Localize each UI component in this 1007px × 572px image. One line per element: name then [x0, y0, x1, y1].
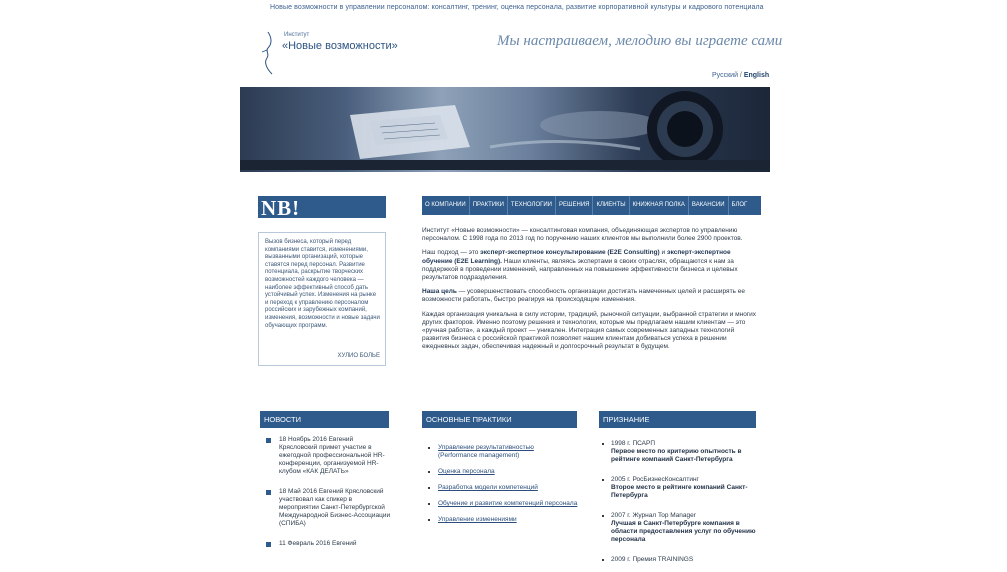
practice-item — [428, 484, 578, 492]
nav-item-about[interactable]: О КОМПАНИИ — [422, 196, 470, 215]
lang-russian-link[interactable]: Русский — [712, 72, 738, 79]
logo-figure-icon — [258, 30, 280, 78]
recognition-header: ПРИЗНАНИЕ — [599, 411, 756, 428]
intro-text — [422, 227, 761, 358]
news-bullet-icon — [266, 542, 271, 547]
logo[interactable] — [258, 30, 408, 78]
practice-link[interactable]: Управление изменениями — [438, 516, 517, 523]
top-tagline: Новые возможности в управлении персоналом: консалтинг, тренинг, оценка персонала, развитие корпоративной культуры и кадрового потенциала — [270, 4, 764, 11]
logo-title: «Новые возможности» — [282, 40, 398, 52]
recognition-desc: Первое место по критерию опытность в рейтинге компаний Санкт-Петербурга — [611, 448, 742, 463]
news-item[interactable] — [266, 540, 392, 548]
practices-list — [428, 444, 578, 532]
news-text[interactable]: Евгений — [330, 540, 357, 547]
bullet-icon — [428, 447, 430, 449]
bullet-icon — [428, 471, 430, 473]
intro-paragraph: Каждая организация уникальна в силу истории, традиций, рыночной ситуации, выбранной стратегии и многих других факторов. Именно поэтому решения и технологии, которые мы предлагаем нашим клиентам — это «ручная работа», а каждый проект — уникален. Интеграция самых современных западных технологий развития бизнеса с российской практикой позволяет нашим клиентам добиваться успеха в решении ежедневных задач, обеспечивая надежный и долгосрочный результат в будущем. — [422, 310, 757, 351]
recognition-title: 1998 г. ПСАРП — [611, 440, 656, 447]
recognition-title: 2009 г. Премия TRAININGS — [611, 556, 694, 563]
lang-english-link[interactable]: English — [743, 72, 770, 79]
practice-item — [428, 444, 578, 460]
practice-item — [428, 516, 578, 524]
news-date: 18 Май 2016 — [279, 488, 318, 495]
bullet-icon — [602, 479, 604, 481]
recognition-title: 2007 г. Журнал Top Manager — [611, 512, 696, 519]
practice-link[interactable]: Оценка персонала — [438, 468, 495, 475]
practice-item — [428, 468, 578, 476]
recognition-desc: Второе место в рейтинге компаний Санкт-Петербурга — [611, 484, 748, 499]
recognition-item — [602, 556, 762, 564]
news-item[interactable] — [266, 488, 392, 528]
practice-subtitle: (Performance management) — [438, 452, 520, 459]
news-text[interactable]: Евгений Крясловский участвовал как спикер в мероприятии Санкт-Петербургской Международной Бизнес-Ассоциации (СПИБА) — [279, 488, 391, 527]
nav-item-blog[interactable]: БЛОГ — [731, 202, 748, 208]
news-item[interactable] — [266, 436, 392, 476]
bullet-icon — [602, 559, 604, 561]
recognition-item — [602, 512, 762, 544]
intro-paragraph: Наш подход — это эксперт-экспертное консультирование (E2E Consulting) и эксперт-экспертное обучение (E2E Learning). Наши клиенты, являясь экспертами в своих отраслях, обращаются к нам за поддержкой в проведении изменений, направленных на повышение эффективности бизнеса и целевых результатов подразделения. — [422, 249, 738, 282]
quote-author: ХУЛИО БОЛЬЕ — [337, 353, 380, 359]
recognition-desc: Лучшая в Санкт-Петербурге компания в области предоставления услуг по обучению персонала — [611, 520, 756, 543]
news-list — [266, 436, 392, 560]
news-text[interactable]: Евгений Крясловский примет участие в ежегодной профессиональной HR-конференции, организуемой HR-клубом «КАК ДЕЛАТЬ» — [279, 436, 385, 475]
news-bullet-icon — [266, 490, 271, 495]
nav-item-bookshelf[interactable]: КНИЖНАЯ ПОЛКА — [630, 196, 689, 215]
news-date: 11 Февраль 2016 — [279, 540, 331, 547]
language-switcher — [712, 72, 769, 79]
header-banner-image — [240, 87, 770, 172]
recognition-item — [602, 440, 762, 464]
nb-header — [258, 196, 386, 218]
recognition-item — [602, 476, 762, 500]
practice-link[interactable]: Обучение и развитие компетенций персонала — [438, 500, 578, 507]
intro-paragraph: Институт «Новые возможности» — консалтинговая компания, объединяющая экспертов по управлению персоналом. С 1998 года по 2013 год по поручению наших клиентов мы выполнили более 2900 проектов. — [422, 227, 743, 243]
practice-item — [428, 500, 578, 508]
quote-text: Вызов бизнеса, который перед компаниями ставится, изменениями, вызванными организаций, которые ставятся перед персонал. Развитие потенциала, раскрытие творческих возможностей каждого человека — наиболее эффективный способ дать устойчивый успех. Изменения на рынке и переход к управлению персоналом российских и зарубежных компаний, изменения, возможности и новые задачи обучающих программ. — [265, 239, 380, 329]
practice-link[interactable]: Разработка модели компетенций — [438, 484, 538, 491]
bullet-icon — [428, 487, 430, 489]
nav-item-solutions[interactable]: РЕШЕНИЯ — [556, 196, 593, 215]
practice-link[interactable]: Управление результативностью — [438, 444, 534, 451]
slogan: Мы настраиваем, мелодию вы играете сами — [497, 33, 783, 49]
bullet-icon — [428, 519, 430, 521]
main-nav — [422, 196, 761, 215]
bullet-icon — [602, 443, 604, 445]
nav-item-clients[interactable]: КЛИЕНТЫ — [593, 196, 629, 215]
bullet-icon — [602, 515, 604, 517]
recognition-list — [602, 440, 762, 572]
recognition-title: 2005 г. РосБизнесКонсалтинг — [611, 476, 699, 483]
news-bullet-icon — [266, 438, 271, 443]
practices-header: ОСНОВНЫЕ ПРАКТИКИ — [422, 411, 577, 428]
quote-box — [258, 232, 386, 366]
nav-item-practices[interactable]: ПРАКТИКИ — [470, 196, 508, 215]
bullet-icon — [428, 503, 430, 505]
nav-item-vacancies[interactable]: ВАКАНСИИ — [689, 196, 729, 215]
intro-paragraph: Наша цель — усовершенствовать способность организации достигать намеченных целей и расширять ее возможности работать, быстро реагируя на происходящие изменения. — [422, 288, 745, 304]
logo-subtitle: Институт — [284, 32, 310, 38]
lang-separator: / — [737, 72, 744, 79]
nb-label: NB! — [261, 196, 301, 220]
news-header: НОВОСТИ — [260, 411, 389, 428]
nav-item-technologies[interactable]: ТЕХНОЛОГИИ — [508, 196, 556, 215]
news-date: 18 Ноябрь 2016 — [279, 436, 327, 443]
